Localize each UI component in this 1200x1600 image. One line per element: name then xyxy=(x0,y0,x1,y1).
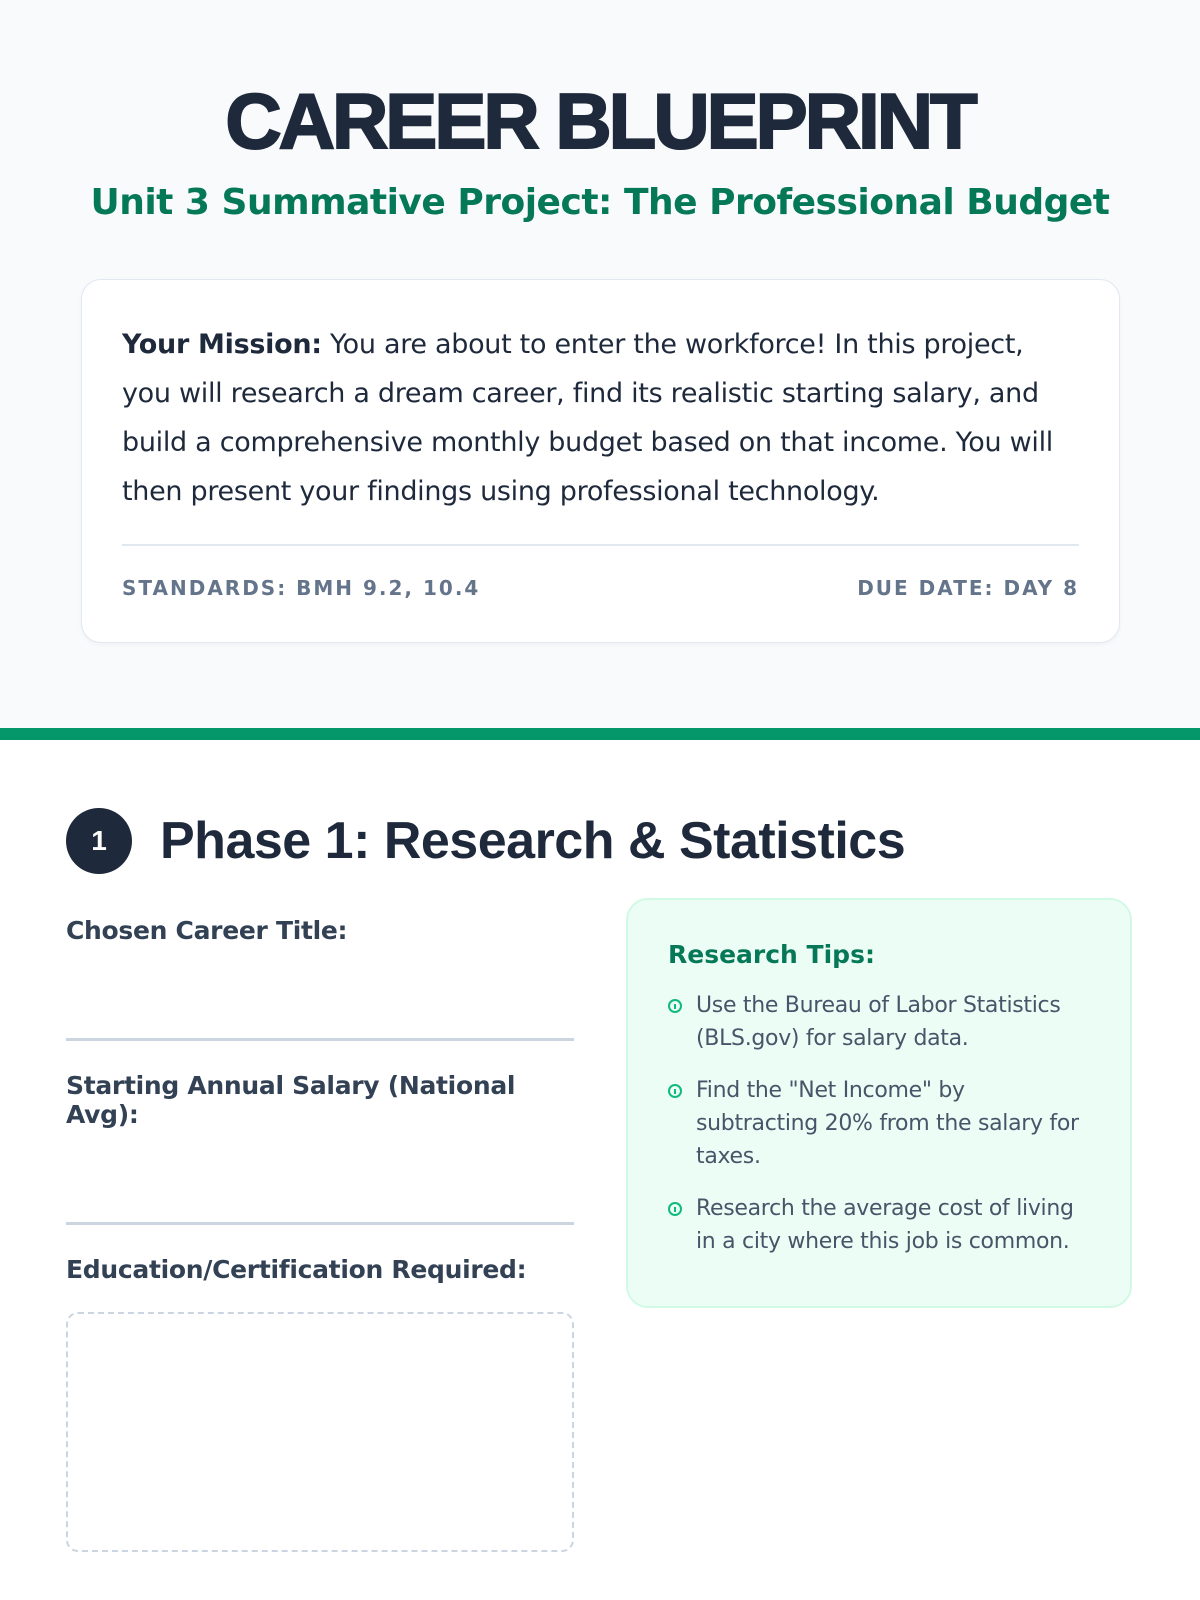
education-label: Education/Certification Required: xyxy=(66,1255,527,1284)
page-header xyxy=(0,0,1200,728)
due-date-label: DUE DATE: DAY 8 xyxy=(857,576,1079,600)
tip-text: Research the average cost of living in a city where this job is common. xyxy=(696,1196,1074,1254)
career-title-input[interactable] xyxy=(66,945,574,1041)
tip-item xyxy=(668,1074,1090,1173)
info-circle-icon xyxy=(668,1202,682,1216)
mission-card xyxy=(81,279,1120,643)
research-form xyxy=(66,916,574,1552)
phase-1-section xyxy=(0,740,1200,1552)
phase-number-badge: 1 xyxy=(66,808,132,874)
salary-label: Starting Annual Salary (National Avg): xyxy=(66,1071,516,1129)
tip-item xyxy=(668,1192,1090,1258)
research-tips-box xyxy=(626,898,1132,1308)
education-field xyxy=(66,1255,574,1552)
salary-input[interactable] xyxy=(66,1129,574,1225)
tip-text: Find the "Net Income" by subtracting 20% from the salary for taxes. xyxy=(696,1078,1079,1169)
standards-label: STANDARDS: BMH 9.2, 10.4 xyxy=(122,576,481,600)
mission-text: You are about to enter the workforce! In this project, you will research a dream career, find its realistic starting salary, and build a comprehensive monthly budget based on that income. You will then present your findings using professional technology. xyxy=(122,329,1053,507)
divider xyxy=(122,544,1079,546)
page-subtitle: Unit 3 Summative Project: The Professional Budget xyxy=(90,182,1110,223)
phase-1-header xyxy=(66,808,1134,874)
phase-1-title: Phase 1: Research & Statistics xyxy=(160,812,906,870)
career-title-field xyxy=(66,916,574,1041)
phase-1-body xyxy=(66,916,1134,1552)
mission-label: Your Mission: xyxy=(122,329,322,360)
info-circle-icon xyxy=(668,999,682,1013)
mission-paragraph xyxy=(122,320,1079,516)
mission-meta xyxy=(122,576,1079,600)
salary-field xyxy=(66,1071,574,1225)
research-tips-title: Research Tips: xyxy=(668,940,875,969)
tip-text: Use the Bureau of Labor Statistics (BLS.gov) for salary data. xyxy=(696,993,1061,1051)
section-divider-bar xyxy=(0,728,1200,740)
page-title: CAREER BLUEPRINT xyxy=(225,77,975,165)
career-title-label: Chosen Career Title: xyxy=(66,916,348,945)
info-circle-icon xyxy=(668,1084,682,1098)
tip-item xyxy=(668,989,1090,1055)
education-input-box[interactable] xyxy=(66,1312,574,1552)
